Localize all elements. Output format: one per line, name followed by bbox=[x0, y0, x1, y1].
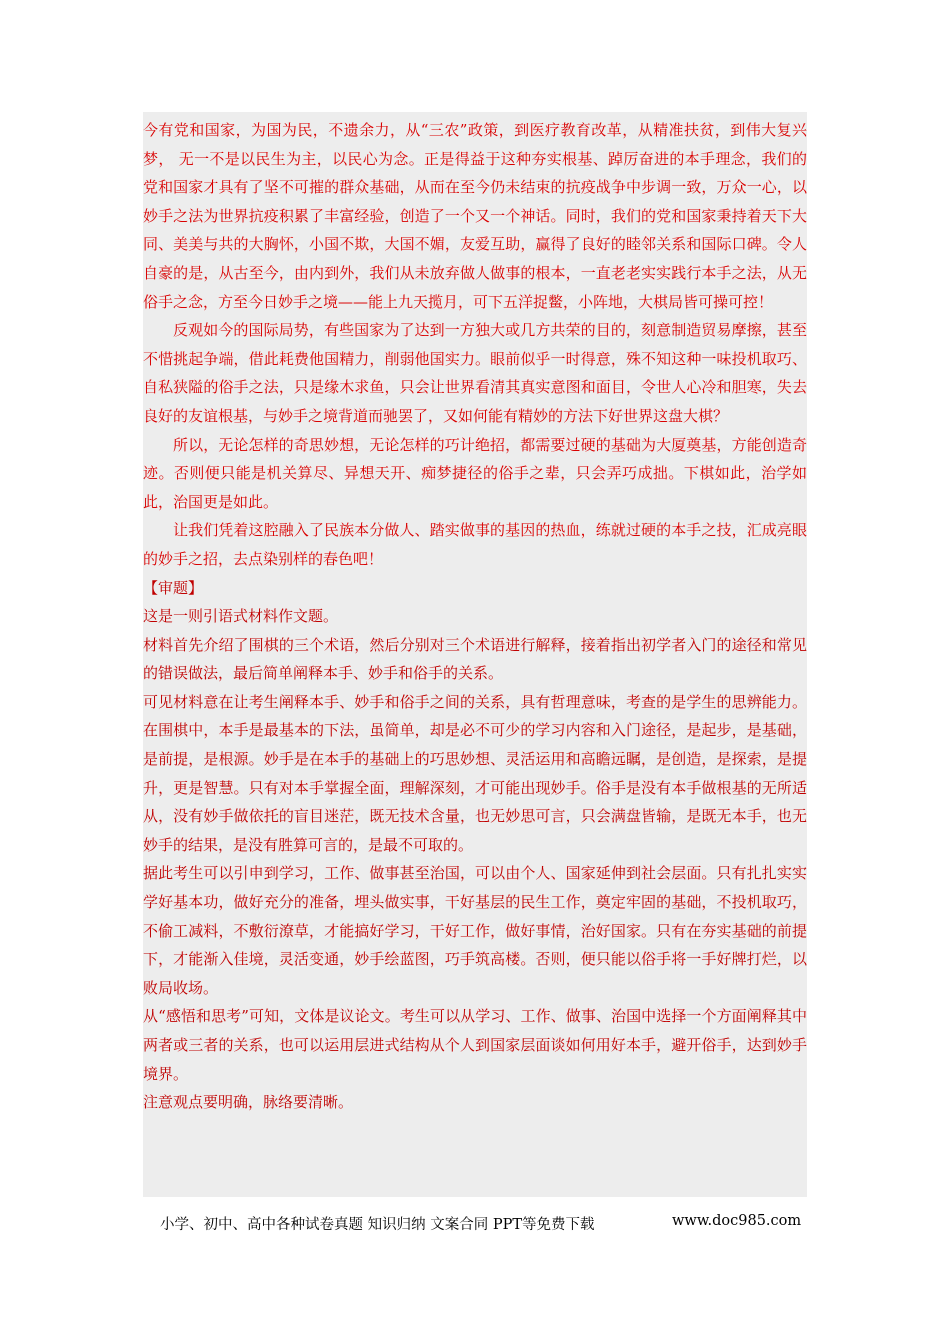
analysis-line-1: 这是一则引语式材料作文题。 bbox=[143, 607, 339, 626]
analysis-line-2: 材料首先介绍了围棋的三个术语，然后分别对三个术语进行解释，接着指出初学者入门的途径和常见的错误做法，最后简单阐释本手、妙手和俗手的关系。 bbox=[143, 635, 807, 683]
document-content bbox=[143, 112, 807, 1197]
essay-paragraph-2: 反观如今的国际局势，有些国家为了达到一方独大或几方共荣的目的，刻意制造贸易摩擦，甚至不惜挑起争端，借此耗费他国精力，削弱他国实力。眼前似乎一时得意，殊不知这种一味投机取巧、自私狭隘的俗手之法，只是缘木求鱼，只会让世界看清其真实意图和面目，令世人心冷和胆寒，失去良好的友谊根基，与妙手之境背道而驰罢了，又如何能有精妙的方法下好世界这盘大棋？ bbox=[143, 321, 807, 425]
analysis-line-3: 可见材料意在让考生阐释本手、妙手和俗手之间的关系，具有哲理意味，考查的是学生的思辨能力。在围棋中，本手是最基本的下法，虽简单，却是必不可少的学习内容和入门途径，是起步，是基础，是前提，是根源。妙手是在本手的基础上的巧思妙想、灵活运用和高瞻远瞩，是创造，是探索，是提升，更是智慧。只有对本手掌握全面，理解深刻，才可能出现妙手。俗手是没有本手做根基的无所适从，没有妙手做依托的盲目迷茫，既无技术含量，也无妙思可言，只会满盘皆输，是既无本手，也无妙手的结果，是没有胜算可言的，是最不可取的。 bbox=[143, 692, 807, 854]
analysis-line-6: 注意观点要明确，脉络要清晰。 bbox=[143, 1093, 354, 1112]
footer-text: 小学、初中、高中各种试卷真题 知识归纳 文案合同 PPT等免费下载 bbox=[160, 1217, 595, 1233]
essay-paragraph-4: 让我们凭着这腔融入了民族本分做人、踏实做事的基因的热血，练就过硬的本手之技，汇成亮眼的妙手之招，去点染别样的春色吧！ bbox=[143, 521, 807, 568]
page-footer bbox=[160, 1213, 800, 1235]
analysis-line-4: 据此考生可以引申到学习，工作、做事甚至治国，可以由个人、国家延伸到社会层面。只有扎扎实实学好基本功，做好充分的准备，埋头做实事，干好基层的民生工作，奠定牢固的基础，不投机取巧，不偷工减料，不敷衍潦草，才能搞好学习，干好工作，做好事情，治好国家。只有在夯实基础的前提下，才能渐入佳境，灵活变通，妙手绘蓝图，巧手筑高楼。否则，便只能以俗手将一手好牌打烂，以败局收场。 bbox=[143, 864, 807, 997]
footer-url[interactable]: www.doc985.com bbox=[672, 1213, 802, 1229]
analysis-line-5: 从“感悟和思考”可知，文体是议论文。考生可以从学习、工作、做事、治国中选择一个方面阐释其中两者或三者的关系，也可以运用层进式结构从个人到国家层面谈如何用好本手，避开俗手，达到妙手境界。 bbox=[143, 1007, 807, 1083]
essay-paragraph-1: 今有党和国家，为国为民，不遗余力，从“三农”政策，到医疗教育改革，从精准扶贫，到伟大复兴梦， 无一不是以民生为主，以民心为念。正是得益于这种夯实根基、踔厉奋进的本手理念，我们的党和国家才具有了坚不可摧的群众基础，从而在至今仍未结束的抗疫战争中步调一致，万众一心，以妙手之法为世界抗疫积累了丰富经验，创造了一个又一个神话。同时，我们的党和国家秉持着天下大同、美美与共的大胸怀，小国不欺，大国不媚，友爱互助，赢得了良好的睦邻关系和国际口碑。令人自豪的是，从古至今，由内到外，我们从未放弃做人做事的根本，一直老老实实践行本手之法，从无俗手之念，方至今日妙手之境——能上九天揽月，可下五洋捉鳖，小阵地，大棋局皆可操可控！ bbox=[143, 121, 807, 311]
essay-paragraph-3: 所以，无论怎样的奇思妙想，无论怎样的巧计绝招，都需要过硬的基础为大厦奠基，方能创造奇迹。否则便只能是机关算尽、异想天开、痴梦捷径的俗手之辈，只会弄巧成拙。下棋如此，治学如此，治国更是如此。 bbox=[143, 435, 807, 511]
analysis-heading: 【审题】 bbox=[143, 578, 204, 597]
